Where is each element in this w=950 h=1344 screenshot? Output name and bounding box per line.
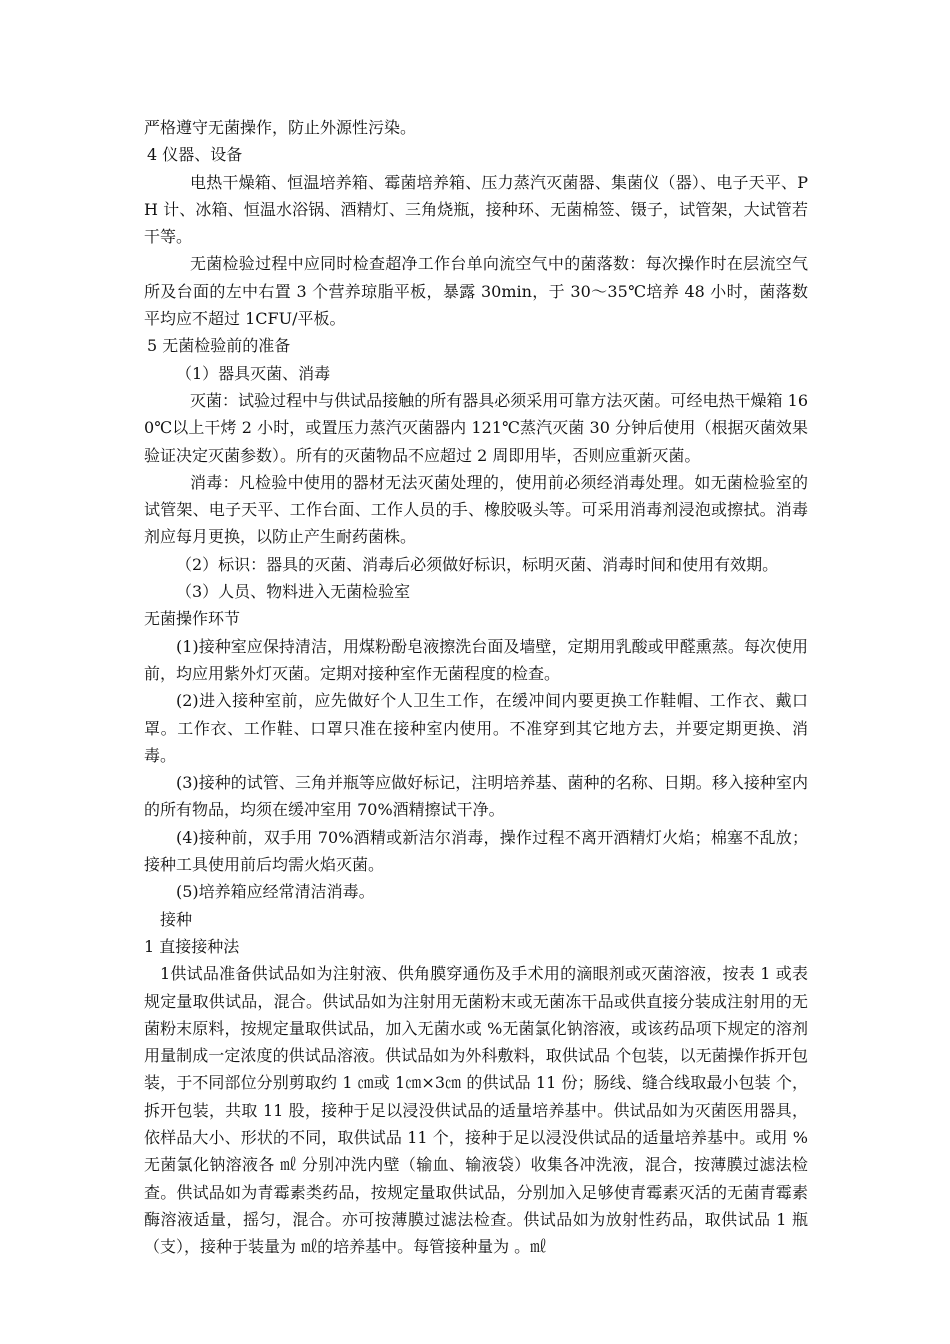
section-heading: 接种 (160, 909, 193, 929)
paragraph: （2）标识：器具的灭菌、消毒后必须做好标识，标明灭菌、消毒时间和使用有效期。 (176, 554, 779, 574)
section-heading: 4 仪器、设备 (147, 145, 243, 165)
paragraph: 消毒：凡检验中使用的器材无法灭菌处理的，使用前必须经消毒处理。如无菌检验室的试管架、电子天平、工作台面、工作人员的手、橡胶吸头等。可采用消毒剂浸泡或擦拭。消毒剂应每月更换，以防止产生耐药菌株。 (144, 472, 808, 547)
section-heading: 1 直接接种法 (144, 936, 240, 956)
subsection-heading: （1）器具灭菌、消毒 (176, 363, 331, 383)
section-heading: 5 无菌检验前的准备 (147, 336, 291, 356)
paragraph: (4)接种前，双手用 70%酒精或新洁尔消毒，操作过程不离开酒精灯火焰；棉塞不乱放；接种工具使用前后均需火焰灭菌。 (144, 827, 808, 875)
paragraph: 灭菌：试验过程中与供试品接触的所有器具必须采用可靠方法灭菌。可经电热干燥箱 160℃以上干烤 2 小时，或置压力蒸汽灭菌器内 121℃蒸汽灭菌 30 分钟后使用（根据灭菌效果验证决定灭菌参数）。所有的灭菌物品不应超过 2 周即用毕，否则应重新灭菌。 (144, 390, 808, 465)
subsection-heading: （3）人员、物料进入无菌检验室 (176, 582, 411, 602)
paragraph: 电热干燥箱、恒温培养箱、霉菌培养箱、压力蒸汽灭菌器、集菌仪（器）、电子天平、PH 计、冰箱、恒温水浴锅、酒精灯、三角烧瓶，接种环、无菌棉签、镊子，试管架，大试管若干等。 (144, 172, 808, 247)
paragraph: (2)进入接种室前，应先做好个人卫生工作，在缓冲间内要更换工作鞋帽、工作衣、戴口罩。工作衣、工作鞋、口罩只准在接种室内使用。不准穿到其它地方去，并要定期更换、消毒。 (144, 691, 808, 765)
paragraph: (5)培养箱应经常清洁消毒。 (176, 882, 375, 902)
document-body (144, 114, 808, 1260)
paragraph: (1)接种室应保持清洁，用煤粉酚皂液擦洗台面及墙壁，定期用乳酸或甲醛熏蒸。每次使用前，均应用紫外灯灭菌。定期对接种室作无菌程度的检查。 (144, 636, 808, 683)
paragraph: (3)接种的试管、三角并瓶等应做好标记，注明培养基、菌种的名称、日期。移入接种室内的所有物品，均须在缓冲室用 70%酒精擦试干净。 (144, 773, 808, 820)
paragraph: 无菌检验过程中应同时检查超净工作台单向流空气中的菌落数：每次操作时在层流空气所及台面的左中右置 3 个营养琼脂平板，暴露 30min，于 30～35℃培养 48 小时，菌落数平均应不超过 1CFU/平板。 (144, 254, 808, 329)
paragraph: 严格遵守无菌操作，防止外源性污染。 (144, 118, 417, 137)
paragraph: 1供试品准备供试品如为注射液、供角膜穿通伤及手术用的滴眼剂或灭菌溶液，按表 1 或表 规定量取供试品，混合。供试品如为注射用无菌粉末或无菌冻干品或供直接分装成注射用的无菌粉末原料，按规定量取供试品，加入无菌水或 %无菌氯化钠溶液，或该药品项下规定的溶剂用量制成一定浓度的供试品溶液。供试品如为外科敷料，取供试品 个包装，以无菌操作拆开包装，于不同部位分别剪取约 1 ㎝或 1㎝×3㎝ 的供试品 11 份；肠线、缝合线取最小包装 个，拆开包装，共取 11 股，接种于足以浸没供试品的适量培养基中。供试品如为灭菌医用器具，依样品大小、形状的不同，取供试品 11 个，接种于足以浸没供试品的适量培养基中。或用 %无菌氯化钠溶液各 ㎖ 分别冲洗内壁（输血、输液袋）收集各冲洗液，混合，按薄膜过滤法检查。供试品如为青霉素类药品，按规定量取供试品，分别加入足够使青霉素灭活的无菌青霉素酶溶液适量，摇匀，混合。亦可按薄膜过滤法检查。供试品如为放射性药品，取供试品 1 瓶（支），接种于装量为 ㎖的培养基中。每管接种量为 。㎖ (144, 964, 808, 1257)
section-heading: 无菌操作环节 (144, 609, 241, 629)
